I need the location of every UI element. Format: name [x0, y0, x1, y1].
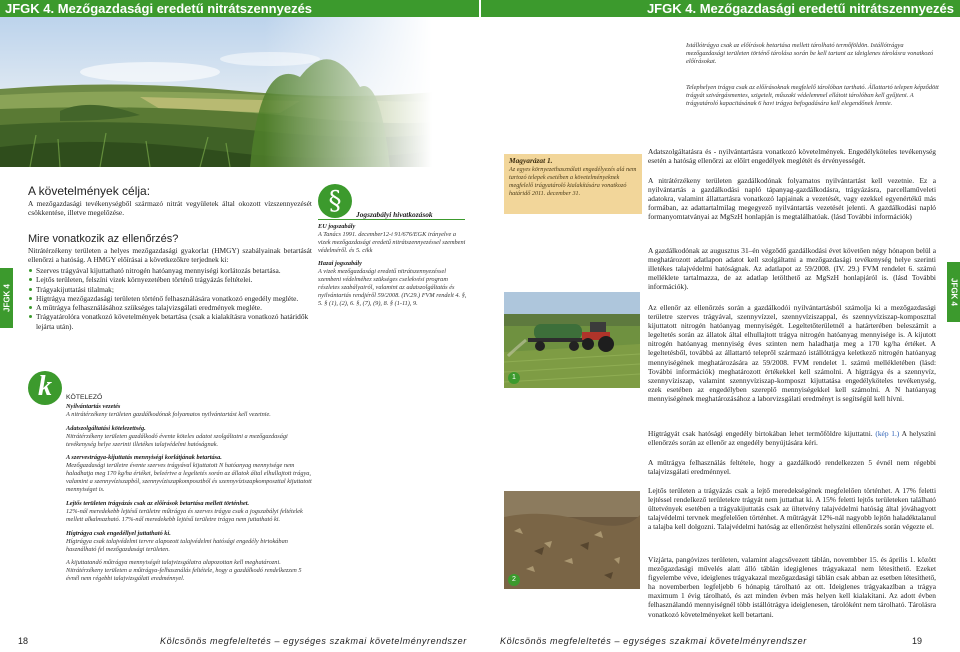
list-item: Trágyatárolóra vonatkozó követelmények betartása (csak a kialakításra vonatkozó határidők lejárta után).	[28, 312, 312, 331]
right-para-6: A műtrágya felhasználás feltétele, hogy a gazdálkodó rendelkezzen 5 évnél nem régebbi talajvizsgálati eredménnyel.	[648, 458, 936, 477]
header-bar-right	[481, 0, 960, 17]
right-para-5	[648, 429, 936, 447]
required-item	[66, 530, 314, 554]
tractor-photo	[504, 292, 640, 388]
right-para-5-end: A helyszíni ellenőrzés során az ellenőr az engedély benyújtására kéri.	[648, 429, 936, 448]
requirements-list	[28, 266, 312, 331]
required-item-title: Adatszolgáltatási kötelezettség.	[66, 424, 146, 432]
legal-group	[318, 260, 468, 308]
landscape-photo	[0, 17, 480, 167]
page-number-right: 19	[912, 636, 923, 646]
page-number-left: 18	[18, 636, 29, 646]
side-tab-left	[0, 268, 13, 328]
explanation-title: Magyarázat 1.	[509, 156, 553, 165]
required-item-desc: Hígtrágya csak talajvédelmi tervre alapozott talajvédelmi hatósági engedély birtokában használható fel mezőgazdasági területen.	[66, 537, 288, 553]
side-tab-right-label: JFGK 4	[949, 277, 958, 307]
required-item-desc: A nitrátérzékeny területen gazdálkodónak folyamatos nyilvántartást kell vezetnie.	[66, 410, 271, 418]
right-para-2: A nitrátérzékeny területen gazdálkodónak folyamatos nyilvántartást kell vezetnie. Ez a nyilvántartás a gazdálkodási napló tápanyag-gazdálkodásra, trágyázásra, parcellaműveleti adatokra, valamint állattartásra vonatkozó lapjainak a vezetését, vagy ezekkel egyenértékű más formában, az adattartalmilag megegyező nyilvántartás vezetését jelenti. A gazdálkodási napló formanyomtatványai az MgSzH honlapján is megtalálhatóak. (lásd További információk)	[648, 176, 936, 222]
list-item: Trágyakijuttatási tilalmak;	[28, 285, 312, 294]
legal-divider	[318, 219, 465, 220]
explanation-box	[504, 154, 642, 214]
footer-title-left	[160, 636, 467, 646]
required-item	[66, 425, 314, 449]
required-item-desc: 12%-nál meredekebb lejtésű területre műtrágya és szerves trágya csak a jogszabályi feltételek mellett alkalmazható. 17%-nál meredekebb lejtésű területre trágya nem juttatható ki.	[66, 507, 303, 523]
footer-title-right-text: Kölcsönös megfeleltetés – egységes szakmai követelményrendszer	[500, 636, 807, 646]
required-item	[66, 403, 314, 419]
legal-references	[318, 223, 468, 313]
note-storage-site: Telephelyen trágya csak az előírásoknak megfelelő tárolóban tartható. Állattartó telepen képződött trágyát szivárgásmentes, szigetelt, műszaki védelemmel ellátott tárolóban kell gyűjteni. A trágyatároló kapacitásának 6 havi trágya befogadására kell elegendőnek lennie.	[686, 84, 939, 108]
required-badge: k	[28, 371, 62, 405]
list-item: Hígtrágya mezőgazdasági területen történő felhasználására vonatkozó engedély megléte.	[28, 294, 312, 303]
landscape-illustration	[0, 17, 480, 167]
side-tab-left-label: JFGK 4	[2, 283, 11, 313]
photo-number-1: 1	[508, 372, 520, 384]
legal-group-text: A Tanács 1991. december12-i 91/676/EGK irányelve a vizek mezőgazdasági eredetű nitrátszennyezéssel szembeni védelméről. és 5. cikk	[318, 231, 466, 254]
photo-number-2: 2	[508, 574, 520, 586]
manure-illustration	[504, 491, 640, 589]
required-item	[66, 454, 314, 494]
required-item-title: Hígtrágya csak engedéllyel juttatható ki.	[66, 529, 171, 537]
tractor-illustration	[504, 292, 640, 388]
legal-title: Jogszabályi hivatkozások	[356, 210, 433, 219]
explanation-text: Az egyes környezethasználati engedélyezés alá nem tartozó telepek esetében a követelményeknek megfelelő trágyatároló kialakítására vonatkozó határidő 2011. december 31.	[509, 165, 637, 197]
required-item-title: Lejtős területen trágyázás csak az előírások betartása mellett történhet.	[66, 499, 250, 507]
right-para-5-start: Hígtrágyát csak hatósági engedély birtokában lehet termőföldre kijuttatni.	[648, 429, 873, 438]
required-item	[66, 500, 314, 524]
required-item-title: Nyilvántartás vezetés	[66, 402, 121, 410]
legal-group-title: EU jogszabály	[318, 223, 356, 230]
right-para-8: Vízjárta, pangóvizes területen, valamint alagcsővezett táblán, novembber 15. és április 1. között mezőgazdasági művelés alatt álló táblán idegiglenes trágyakazal nem létesíthető. Ezeket figyelembe véve, ideiglenes trágyakazal mezőgazdasági táblán csak abban az esetben létesíthető, ha novemberben legfeljebb 6 hónapig tárolható az ott. Ideiglenes trágyakazlban a trágya maximum 1 évig tárolható, és azt minden évben más helyen kell kialakítani. Az adott évben felhasználandó mennyiségnél több istállótrágya ideiglenesen, tárolóként nem tárolható. Tárolásra vonatkozó követelményeket kell betartani.	[648, 555, 936, 619]
required-item-desc: Mezőgazdasági területre évente szerves trágyával kijuttatott N hatóanyag mennyisége nem haladhatja meg 170 kg/ha értéket, beleértve a legeltetés során az állatok által elhullajtott trágya, valamint a szennyvíziszapból, szennyvíziszapkomposztból és szennyvíziszapkomposzttal kijuttatott mennyiséget is.	[66, 462, 312, 494]
header-bar-left	[0, 0, 479, 17]
legal-group	[318, 223, 468, 255]
required-item-desc: Nitrátérzékeny területen gazdálkodó évente köteles adatot szolgáltatni a mezőgazdasági tevékenység helye szerinti illetékes talajvédelmi hatóságnak.	[66, 432, 288, 448]
right-para-4: Az ellenőr az ellenőrzés során a gazdálkodói nyilvántartásból számolja ki a mezőgazdasági területre szerves trágyával, szennyvízzel, szennyvíziszappal, és szennyvíziszap-komposzttal kijuttatott nitrogén hatóanyag mennyiségét. Legeltetőterületnél a határterében beleszámít a legeltetés során az állatok által elhullajtott trágya nitrogén hatóanyag mennyisége is. A kijutott nitrogén hatóanyag mennyiség éves szinten nem haladhatja meg a 170 kg/ha értéket. A legeltetésből, továbbá az állattartó telepről származó istállótrágya keletkező nitrogén hatóanyag mennyiségének meghatározására az 59/2008. FVM rendelet 1. számú mellékletében (lásd: További információk) meghatározott értékekkel kell számolni. A hígtrágya és a szennyvíz, szennyvíziszap, valamint szennyvíziszap-komposzt kijuttatása engedélyköteles tevékenység, ezek esetében az engedélyben szereplő mennyiségekkel kell számolni. A N hatóanyag mennyiségének meghatározásához a laborvizsgálati eredményt is segítségül kell hívni.	[648, 303, 936, 403]
footer-title-left-text: Kölcsönös megfeleltetés – egységes szakmai követelményrendszer	[160, 636, 467, 646]
check-intro: Nitrátérzékeny területen a helyes mezőgazdasági gyakorlat (HMGY) szabályainak betartását ellenőrzi a hatóság. A HMGY előírásai a következőkre terjednek ki:	[28, 246, 312, 265]
check-title: Mire vonatkozik az ellenőrzés?	[28, 233, 179, 245]
image-reference-link[interactable]: (kép 1.)	[875, 429, 900, 438]
required-item-desc: A kijuttatandó műtrágya mennyiségét talajvizsgálatra alapozottan kell meghatározni. Nitrátérzékeny területen a műtrágya-felhasználás feltétele, hogy a gazdálkodó rendelkezzen 5 évnél nem régebbi talajvizsgálati eredménnyel.	[66, 559, 302, 583]
legal-group-text: A vizek mezőgazdasági eredetű nitrátszennyezéssel szembeni védelméhez szükséges cselekvési program részletes szabályairól, valamint az adatszolgáltatás és nyilvántartás rendjéről 59/2008. (IV.29.) FVM rendelt 4. §, 5. § (1), (2), 6. §, (7), (9), 8. § (1-11), 9.	[318, 268, 467, 307]
legal-group-title: Hazai jogszabály	[318, 260, 362, 267]
side-tab-right	[947, 262, 960, 322]
list-item: Szerves trágyával kijuttatható nitrogén hatóanyag mennyiségi korlátozás betartása.	[28, 266, 312, 275]
paragraph-icon: §	[318, 184, 352, 218]
right-para-1: Adatszolgáltatásra és - nyilvántartásra vonatkozó követelmények. Engedélyköteles tevékenység esetén a hatóság ellenőrzi az előírt engedélyek meglétét és érvényességét.	[648, 147, 936, 166]
required-section	[66, 394, 314, 589]
required-heading: KÖTELEZŐ	[66, 394, 103, 401]
header-title-left: JFGK 4. Mezőgazdasági eredetű nitrátszennyezés	[5, 1, 313, 16]
right-para-7: Lejtős területen a trágyázás csak a lejtő meredekségének megfelelően történhet. A 17% feletti lejtéssel rendelkező területekre trágyát nem juttathat ki. A 15% feletti lejtős területeken található ültetvények esetében a trágyakijuttatás csak az ültetvény talajvédelmi hatóság által jóváhagyott talajvédelmi tervnek megfelelően történhet. A műtrágyát 12%-nál nagyobb lejtőn haladéktalanul a talajba kell dolgozni. Talajvédelmi hatóság az ellenőrzést helyszíni ellenőrzés során végezte el.	[648, 486, 936, 532]
manure-photo	[504, 491, 640, 589]
aim-title: A követelmények célja:	[28, 184, 151, 198]
list-item: Lejtős területen, felszíni vizek környezetében történő trágyázás feltételei.	[28, 275, 312, 284]
required-item-title: A szervestrágya-kijuttatás mennyiségi korlátjának betartása.	[66, 454, 222, 462]
header-title-right: JFGK 4. Mezőgazdasági eredetű nitrátszennyezés	[646, 1, 954, 16]
note-storage-field: Istállótrágya csak az előírások betartása mellett tárolható termőföldön. Istállótrágya mezőgazdasági területen történő tárolása során be kell tartani az ideiglenes tárolásra vonatkozó előírásokat.	[686, 42, 934, 66]
list-item: A műtrágya felhasználásához szükséges talajvizsgálati eredmények megléte.	[28, 303, 312, 312]
required-item	[66, 559, 314, 583]
right-para-3: A gazdálkodónak az augusztus 31–én végződő gazdálkodási évet követően négy hónapon belül a meghatározott adatlapon adatot kell szolgáltatni a mezőgazdasági tevékenység helye szerinti illetékes talajvédelmi hatóságnak. Az adatlapot az 59/2008. (IV. 29.) FVM rendelet 6. számú melléklete tartalmazza, de az adatlap letölthető az MgSzH honlapjáról is. (lásd További információk).	[648, 246, 936, 292]
aim-text: A mezőgazdasági tevékenységből származó nitrát vegyületek által okozott vízszennyezését csökkentése, illetve megelőzése.	[28, 199, 312, 218]
footer-title-right	[500, 636, 807, 646]
